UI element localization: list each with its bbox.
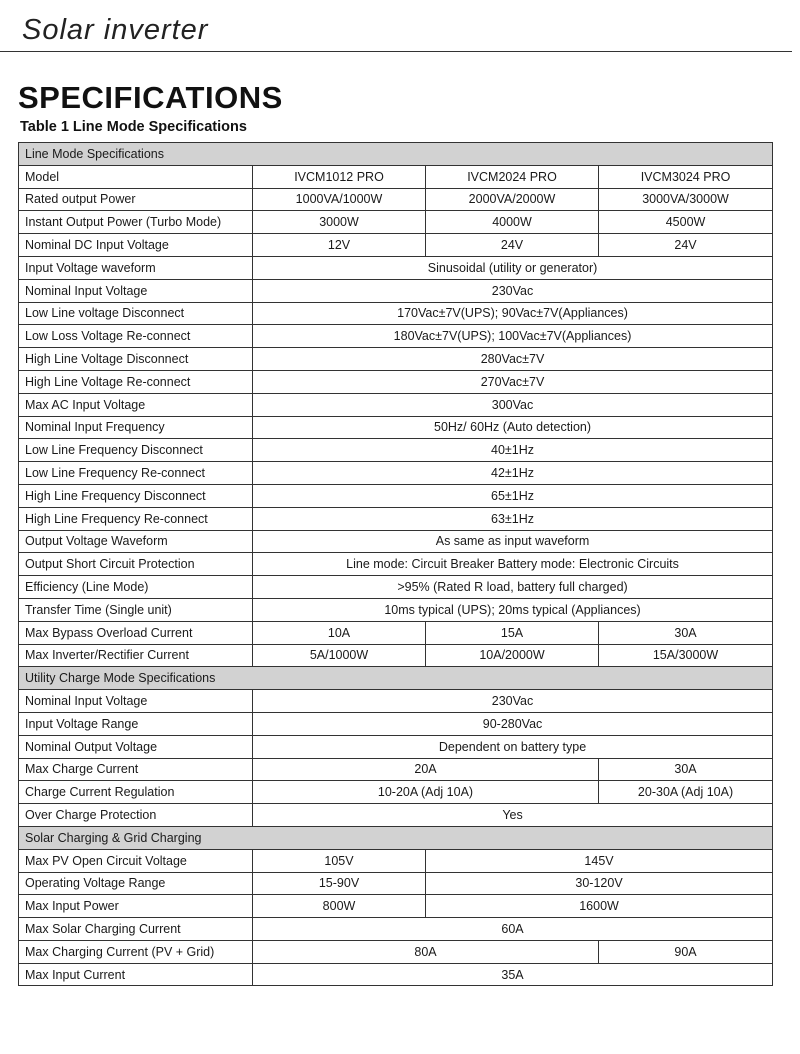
table-row	[19, 507, 773, 530]
spec-value: 80A	[253, 940, 599, 963]
spec-value: Yes	[253, 804, 773, 827]
spec-value: 10A/2000W	[426, 644, 599, 667]
spec-value: 24V	[599, 234, 773, 257]
spec-value: 1600W	[426, 895, 773, 918]
table-row	[19, 165, 773, 188]
spec-value: 20-30A (Adj 10A)	[599, 781, 773, 804]
spec-value: 3000W	[253, 211, 426, 234]
spec-value: 90-280Vac	[253, 712, 773, 735]
header-title: Solar inverter	[22, 14, 209, 46]
page-header	[0, 0, 800, 54]
table-row	[19, 804, 773, 827]
spec-label: Instant Output Power (Turbo Mode)	[19, 211, 253, 234]
table-row	[19, 370, 773, 393]
spec-value: 180Vac±7V(UPS); 100Vac±7V(Appliances)	[253, 325, 773, 348]
spec-label: High Line Frequency Re-connect	[19, 507, 253, 530]
spec-value: 30A	[599, 758, 773, 781]
spec-label: Rated output Power	[19, 188, 253, 211]
spec-label: Transfer Time (Single unit)	[19, 598, 253, 621]
spec-value: IVCM1012 PRO	[253, 165, 426, 188]
table-row	[19, 963, 773, 986]
table-row	[19, 690, 773, 713]
spec-value: 145V	[426, 849, 773, 872]
spec-label: Efficiency (Line Mode)	[19, 576, 253, 599]
spec-label: Nominal Input Voltage	[19, 690, 253, 713]
spec-label: Input Voltage waveform	[19, 256, 253, 279]
header-divider	[0, 51, 792, 52]
spec-value: 90A	[599, 940, 773, 963]
spec-label: Max Charging Current (PV + Grid)	[19, 940, 253, 963]
spec-value: Sinusoidal (utility or generator)	[253, 256, 773, 279]
spec-value: Dependent on battery type	[253, 735, 773, 758]
table-row	[19, 758, 773, 781]
spec-value: 20A	[253, 758, 599, 781]
spec-value: 4500W	[599, 211, 773, 234]
table-row	[19, 234, 773, 257]
spec-value: 63±1Hz	[253, 507, 773, 530]
spec-value: 30-120V	[426, 872, 773, 895]
spec-label: Operating Voltage Range	[19, 872, 253, 895]
table-row	[19, 918, 773, 941]
spec-value: 4000W	[426, 211, 599, 234]
spec-value: As same as input waveform	[253, 530, 773, 553]
specifications-table-body	[19, 143, 773, 986]
table-row	[19, 416, 773, 439]
table-row	[19, 553, 773, 576]
spec-label: Low Line voltage Disconnect	[19, 302, 253, 325]
spec-label: Max Input Current	[19, 963, 253, 986]
table-row	[19, 325, 773, 348]
spec-value: 10A	[253, 621, 426, 644]
table-row	[19, 279, 773, 302]
table-row	[19, 484, 773, 507]
spec-value: 300Vac	[253, 393, 773, 416]
spec-value: 50Hz/ 60Hz (Auto detection)	[253, 416, 773, 439]
table-row	[19, 211, 773, 234]
table-row	[19, 712, 773, 735]
spec-value: 24V	[426, 234, 599, 257]
spec-label: Max PV Open Circuit Voltage	[19, 849, 253, 872]
table-row	[19, 849, 773, 872]
table-row	[19, 872, 773, 895]
spec-value: IVCM3024 PRO	[599, 165, 773, 188]
spec-value: 42±1Hz	[253, 462, 773, 485]
spec-label: Max AC Input Voltage	[19, 393, 253, 416]
spec-value: 1000VA/1000W	[253, 188, 426, 211]
table-row	[19, 439, 773, 462]
spec-value: 10-20A (Adj 10A)	[253, 781, 599, 804]
table-row	[19, 940, 773, 963]
spec-value: 2000VA/2000W	[426, 188, 599, 211]
spec-value: 230Vac	[253, 279, 773, 302]
table-row	[19, 188, 773, 211]
table-row	[19, 735, 773, 758]
spec-value: >95% (Rated R load, battery full charged)	[253, 576, 773, 599]
spec-value: 5A/1000W	[253, 644, 426, 667]
spec-label: Nominal DC Input Voltage	[19, 234, 253, 257]
table-row	[19, 621, 773, 644]
table-row	[19, 895, 773, 918]
table-row	[19, 393, 773, 416]
spec-label: Model	[19, 165, 253, 188]
spec-label: Max Inverter/Rectifier Current	[19, 644, 253, 667]
spec-label: Nominal Input Voltage	[19, 279, 253, 302]
spec-label: Nominal Output Voltage	[19, 735, 253, 758]
spec-label: High Line Voltage Re-connect	[19, 370, 253, 393]
specifications-table	[18, 142, 773, 986]
spec-label: Max Input Power	[19, 895, 253, 918]
spec-label: Low Line Frequency Re-connect	[19, 462, 253, 485]
section-header-row	[19, 143, 773, 166]
spec-label: Nominal Input Frequency	[19, 416, 253, 439]
section-header-row	[19, 667, 773, 690]
spec-label: High Line Voltage Disconnect	[19, 348, 253, 371]
spec-label: Low Line Frequency Disconnect	[19, 439, 253, 462]
spec-value: 15-90V	[253, 872, 426, 895]
table-row	[19, 530, 773, 553]
table-row	[19, 462, 773, 485]
spec-value: 230Vac	[253, 690, 773, 713]
table-caption: Table 1 Line Mode Specifications	[20, 119, 247, 135]
spec-label: Output Voltage Waveform	[19, 530, 253, 553]
spec-value: 12V	[253, 234, 426, 257]
spec-label: Output Short Circuit Protection	[19, 553, 253, 576]
spec-value: 40±1Hz	[253, 439, 773, 462]
spec-label: Max Bypass Overload Current	[19, 621, 253, 644]
spec-value: IVCM2024 PRO	[426, 165, 599, 188]
spec-value: 280Vac±7V	[253, 348, 773, 371]
spec-value: 270Vac±7V	[253, 370, 773, 393]
spec-value: 170Vac±7V(UPS); 90Vac±7V(Appliances)	[253, 302, 773, 325]
table-row	[19, 348, 773, 371]
table-row	[19, 644, 773, 667]
table-row	[19, 598, 773, 621]
section-title: SPECIFICATIONS	[18, 80, 283, 115]
section-header-label: Utility Charge Mode Specifications	[19, 667, 773, 690]
table-row	[19, 576, 773, 599]
spec-value: 800W	[253, 895, 426, 918]
spec-value: 10ms typical (UPS); 20ms typical (Appliances)	[253, 598, 773, 621]
table-row	[19, 256, 773, 279]
spec-value: 30A	[599, 621, 773, 644]
spec-value: 15A/3000W	[599, 644, 773, 667]
spec-label: Charge Current Regulation	[19, 781, 253, 804]
spec-value: 15A	[426, 621, 599, 644]
spec-label: Max Charge Current	[19, 758, 253, 781]
spec-value: 3000VA/3000W	[599, 188, 773, 211]
spec-label: High Line Frequency Disconnect	[19, 484, 253, 507]
spec-value: 60A	[253, 918, 773, 941]
section-header-label: Solar Charging & Grid Charging	[19, 826, 773, 849]
spec-label: Input Voltage Range	[19, 712, 253, 735]
spec-value: Line mode: Circuit Breaker Battery mode: Electronic Circuits	[253, 553, 773, 576]
section-header-row	[19, 826, 773, 849]
spec-label: Over Charge Protection	[19, 804, 253, 827]
table-row	[19, 302, 773, 325]
spec-label: Max Solar Charging Current	[19, 918, 253, 941]
table-row	[19, 781, 773, 804]
spec-value: 105V	[253, 849, 426, 872]
spec-label: Low Loss Voltage Re-connect	[19, 325, 253, 348]
section-header-label: Line Mode Specifications	[19, 143, 773, 166]
spec-value: 35A	[253, 963, 773, 986]
spec-value: 65±1Hz	[253, 484, 773, 507]
